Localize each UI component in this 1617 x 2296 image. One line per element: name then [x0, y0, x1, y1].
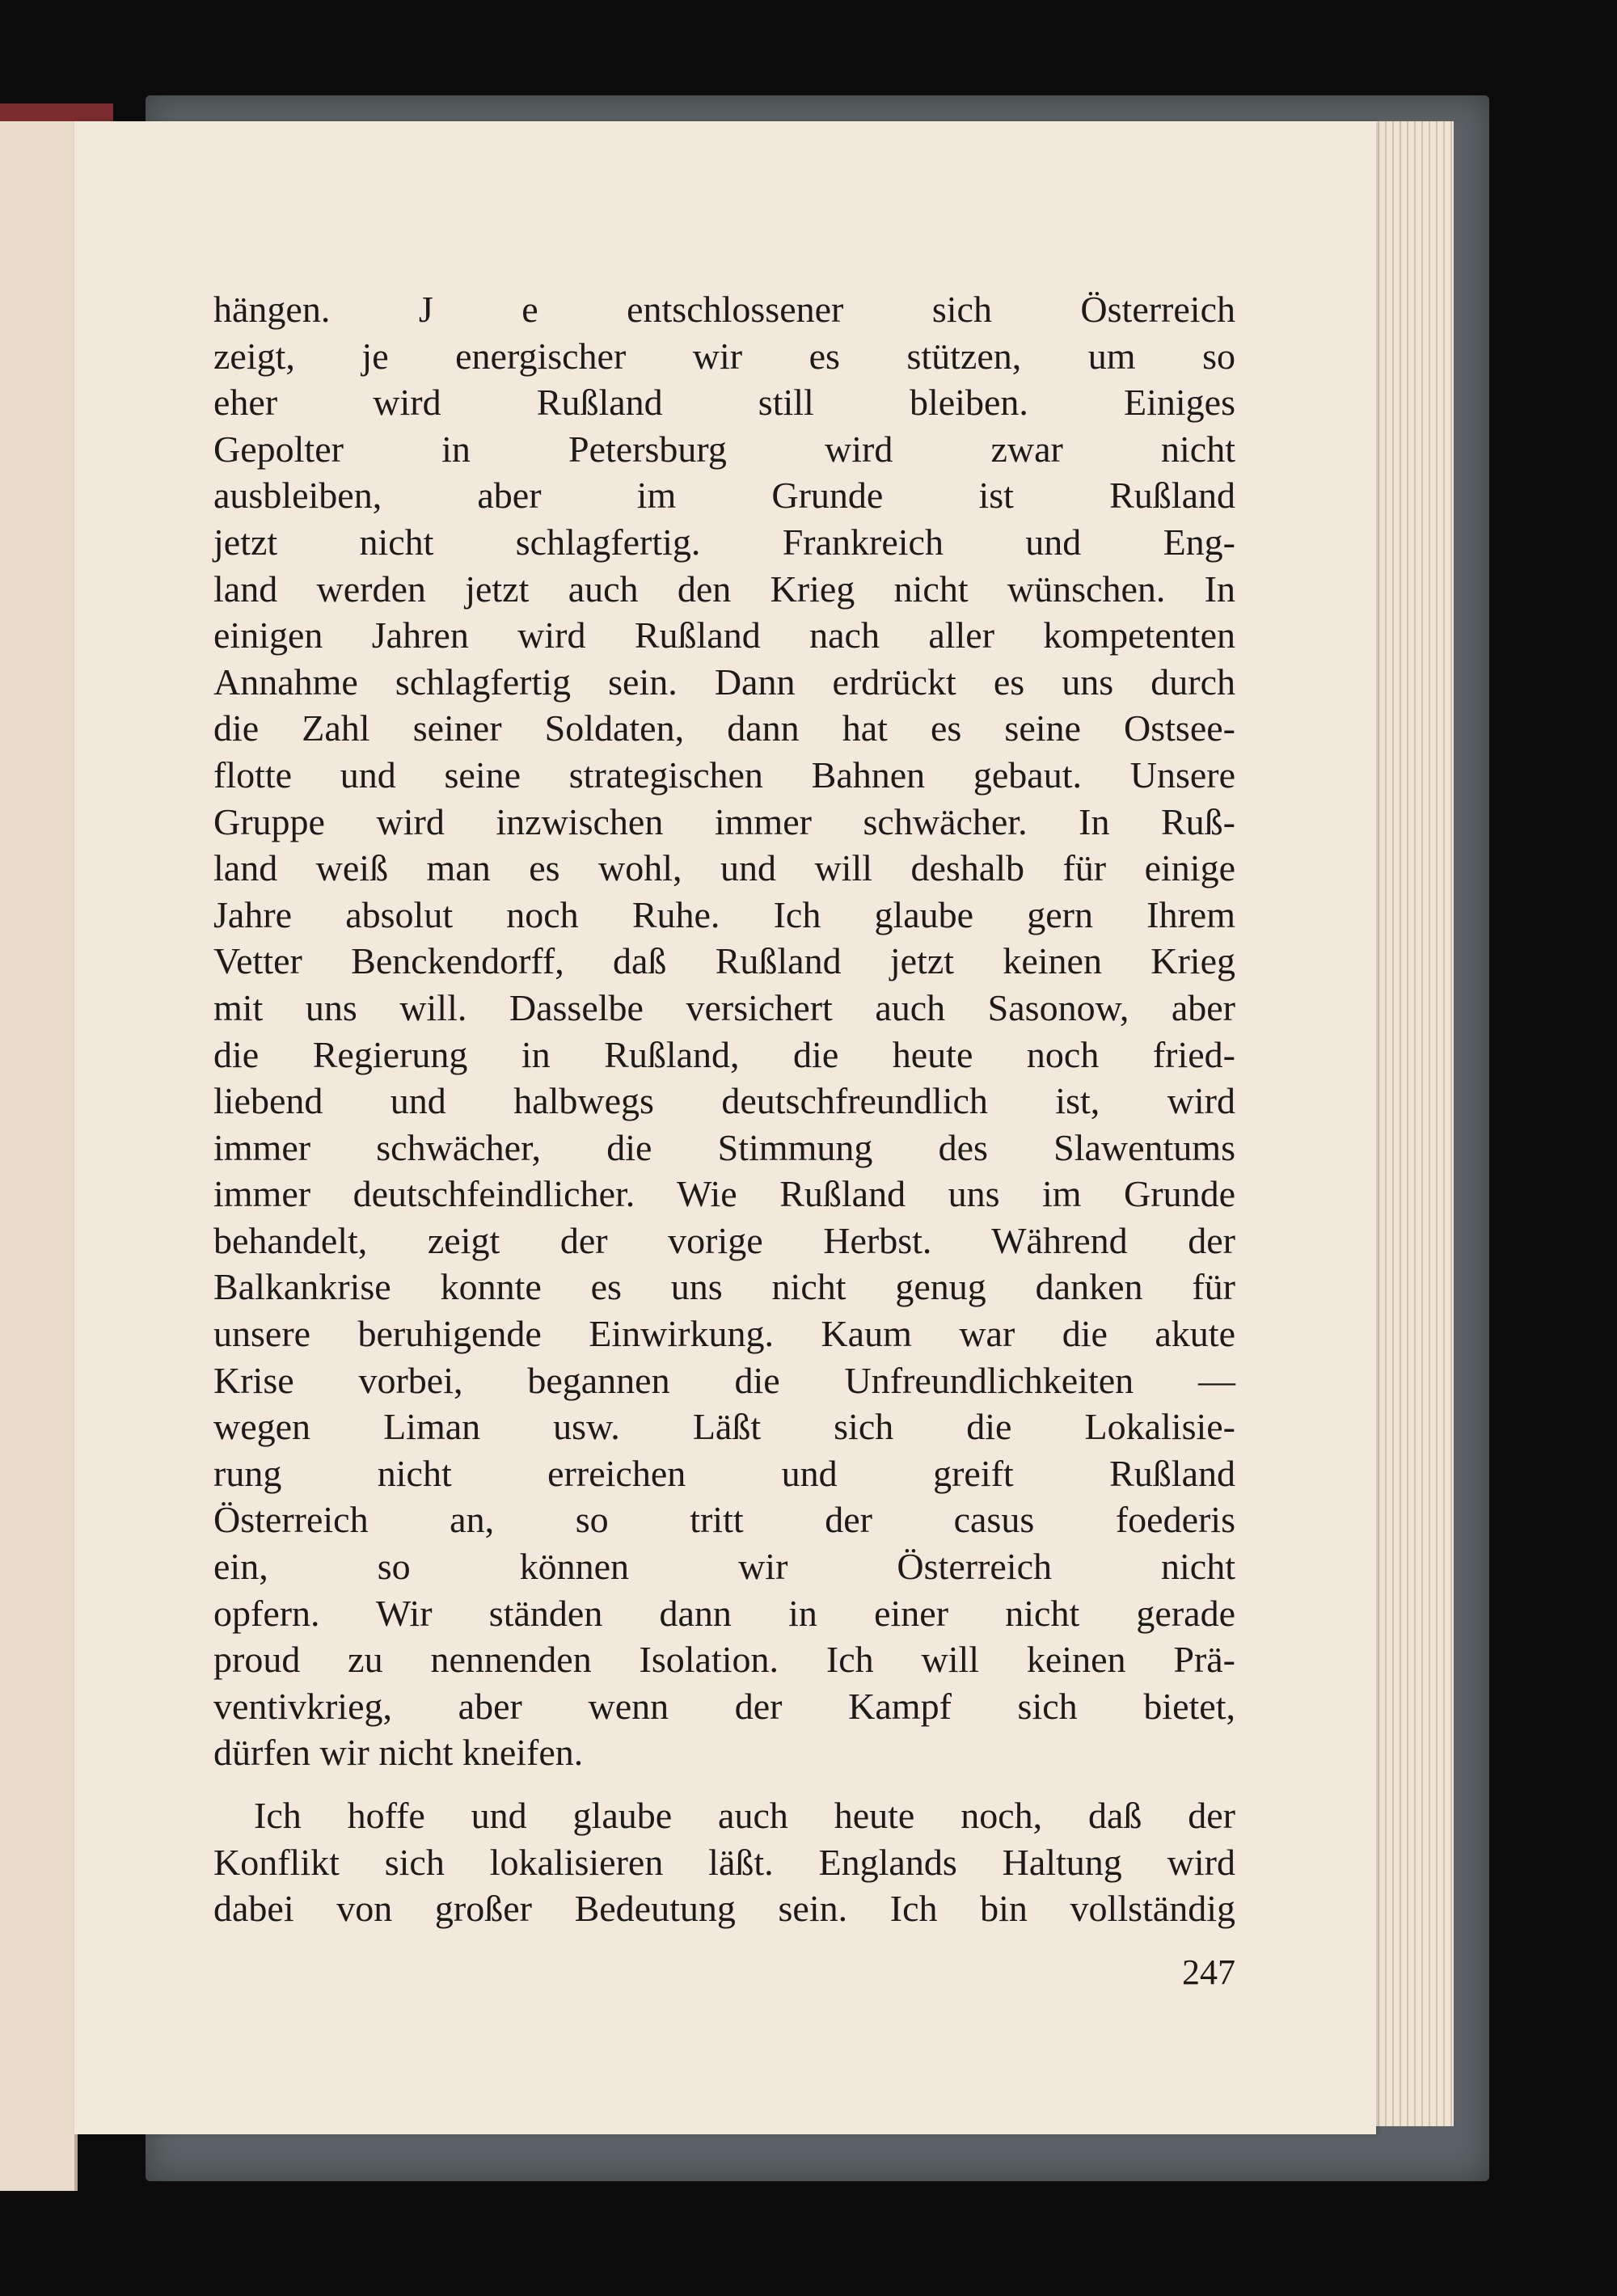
text-line: rung nicht erreichen und greift Rußland [213, 1452, 1235, 1494]
paragraph-first-line: Ich hoffe und glaube auch heute noch, daß der [254, 1795, 1235, 1836]
text-line: Österreich an, so tritt der casus foederis [213, 1499, 1235, 1541]
page-block-edge [1365, 121, 1454, 2126]
text-line: Vetter Benckendorff, daß Rußland jetzt keinen Krieg [213, 940, 1235, 982]
text-line: Krise vorbei, begannen die Unfreundlichkeiten — [213, 1359, 1235, 1401]
text-line: Balkankrise konnte es uns nicht genug danken für [213, 1266, 1235, 1308]
text-line: Gepolter in Petersburg wird zwar nicht [213, 428, 1235, 470]
text-line: wegen Liman usw. Läßt sich die Lokalisie- [213, 1406, 1235, 1448]
text-line: zeigt, je energischer wir es stützen, um so [213, 335, 1235, 377]
spine-band [0, 103, 113, 121]
text-line: ein, so können wir Österreich nicht [213, 1546, 1235, 1588]
text-line: jetzt nicht schlagfertig. Frankreich und Eng- [213, 521, 1235, 563]
text-line: immer deutschfeindlicher. Wie Rußland uns im Grunde [213, 1173, 1235, 1215]
text-line: die Zahl seiner Soldaten, dann hat es seine Ostsee- [213, 707, 1235, 749]
left-facing-page [0, 121, 78, 2191]
text-line: land weiß man es wohl, und will deshalb für einige [213, 847, 1235, 889]
text-line: liebend und halbwegs deutschfreundlich ist, wird [213, 1080, 1235, 1122]
paragraph-gap [213, 1776, 1235, 1792]
text-line: ausbleiben, aber im Grunde ist Rußland [213, 475, 1235, 517]
book-page [74, 121, 1376, 2134]
text-line: dabei von großer Bedeutung sein. Ich bin vollständig [213, 1888, 1235, 1930]
body-text [213, 286, 1235, 1932]
text-line: mit uns will. Dasselbe versichert auch Sasonow, aber [213, 986, 1235, 1028]
text-line: eher wird Rußland still bleiben. Einiges [213, 382, 1235, 424]
paragraph-last-line: dürfen wir nicht kneifen. [213, 1732, 584, 1774]
text-line: flotte und seine strategischen Bahnen gebaut. Unsere [213, 753, 1235, 796]
text-line: hängen. J e entschlossener sich Österreich [213, 289, 1235, 330]
text-line: opfern. Wir ständen dann in einer nicht gerade [213, 1592, 1235, 1634]
text-line: einigen Jahren wird Rußland nach aller kompetenten [213, 614, 1235, 656]
text-line: ventivkrieg, aber wenn der Kampf sich bietet, [213, 1685, 1235, 1727]
text-line: Jahre absolut noch Ruhe. Ich glaube gern Ihrem [213, 893, 1235, 935]
text-line: die Regierung in Rußland, die heute noch fried- [213, 1033, 1235, 1075]
text-line: Annahme schlagfertig sein. Dann erdrückt es uns durch [213, 661, 1235, 703]
text-line: behandelt, zeigt der vorige Herbst. Während der [213, 1219, 1235, 1261]
text-line: immer schwächer, die Stimmung des Slawentums [213, 1126, 1235, 1168]
text-line: Konflikt sich lokalisieren läßt. Englands Haltung wird [213, 1841, 1235, 1883]
text-line: proud zu nennenden Isolation. Ich will keinen Prä- [213, 1639, 1235, 1681]
text-line: Gruppe wird inzwischen immer schwächer. In Ruß- [213, 800, 1235, 842]
page-number: 247 [1182, 1952, 1235, 1992]
text-line: unsere beruhigende Einwirkung. Kaum war die akute [213, 1313, 1235, 1355]
text-line: land werden jetzt auch den Krieg nicht wünschen. In [213, 568, 1235, 610]
